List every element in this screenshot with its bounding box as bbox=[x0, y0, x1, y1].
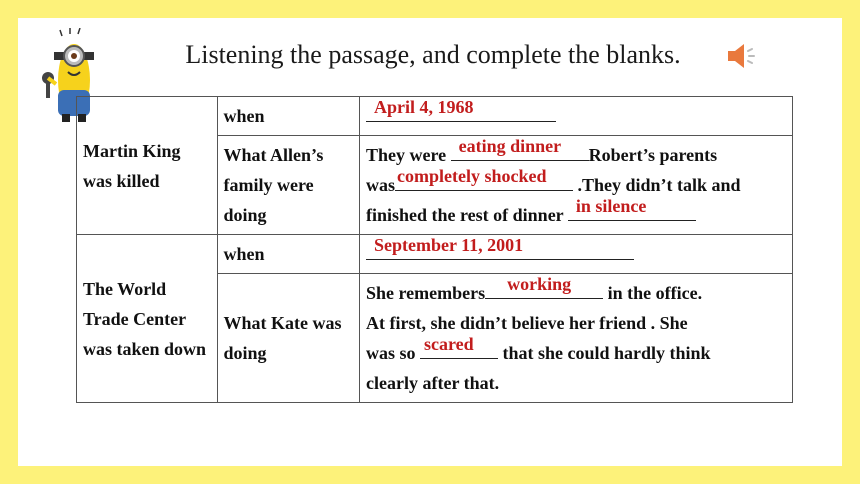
answer-blank[interactable]: in silence bbox=[568, 200, 696, 230]
table-row bbox=[77, 235, 793, 274]
answer-table bbox=[76, 96, 793, 403]
label-cell: What Allen’s family were doing bbox=[217, 136, 359, 235]
answer-blank[interactable]: completely shocked bbox=[395, 170, 573, 200]
label-cell: What Kate was doing bbox=[217, 274, 359, 403]
page-title: Listening the passage, and complete the blanks. bbox=[185, 40, 681, 69]
date-blank[interactable] bbox=[366, 235, 634, 269]
date-answer: September 11, 2001 bbox=[374, 235, 524, 255]
label-cell: when bbox=[217, 97, 359, 136]
event-cell: The World Trade Center was taken down bbox=[77, 235, 218, 403]
table-row bbox=[77, 97, 793, 136]
answer-cell bbox=[360, 235, 793, 274]
answer-cell: She remembers working in the office. At first, she didn’t believe her friend . She was so scared that she could hardly think clearly after that. bbox=[360, 274, 793, 403]
answer-blank[interactable]: working bbox=[485, 278, 603, 308]
answer-blank[interactable]: scared bbox=[420, 338, 498, 368]
date-blank[interactable] bbox=[366, 97, 556, 131]
speaker-icon[interactable] bbox=[726, 42, 758, 70]
answer-blank[interactable]: eating dinner bbox=[451, 140, 589, 170]
slide bbox=[18, 18, 842, 466]
label-cell: when bbox=[217, 235, 359, 274]
event-cell: Martin King was killed bbox=[77, 97, 218, 235]
answer-cell bbox=[360, 97, 793, 136]
answer-cell: They were eating dinner Robert’s parents was completely shocked .They didn’t talk and finished the rest of dinner in silence bbox=[360, 136, 793, 235]
date-answer: April 4, 1968 bbox=[374, 97, 474, 117]
